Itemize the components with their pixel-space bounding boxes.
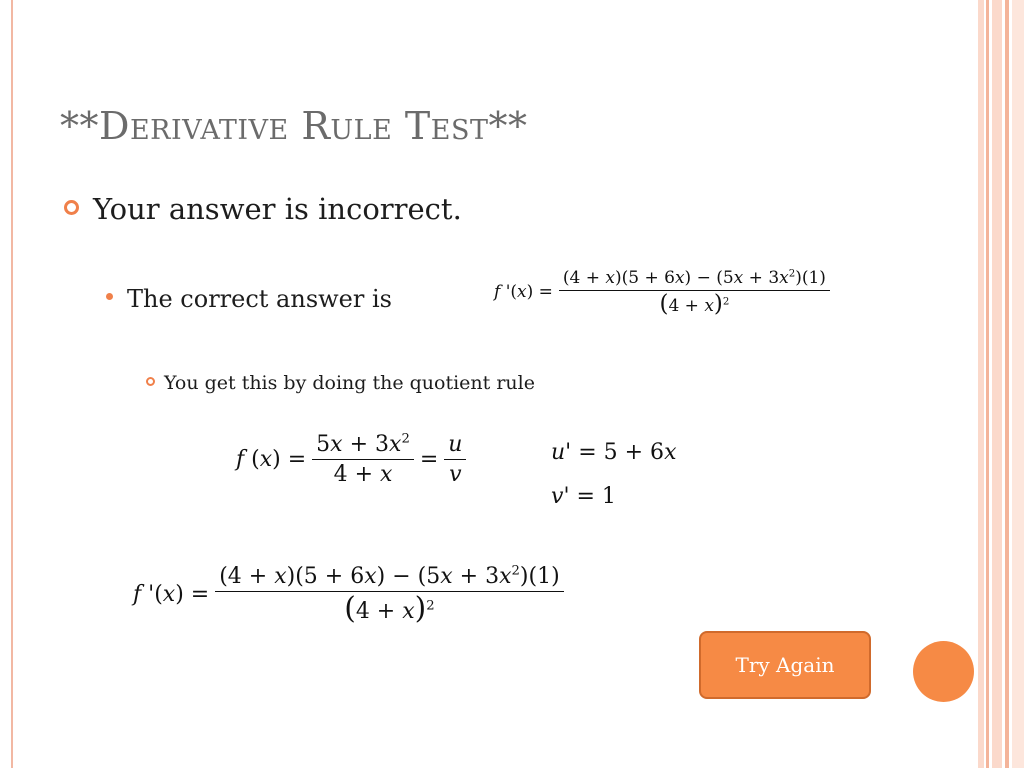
left-frame-line (11, 0, 13, 768)
bullet-level3 (146, 372, 535, 394)
quotient-rule-note: You get this by doing the quotient rule (164, 372, 535, 394)
bullet-level2 (106, 285, 392, 313)
ring-bullet-icon (64, 200, 79, 215)
derivative-equation: f '(x) = $\frac{(4 + x)(5 + 6x) - (5x + 3x^2)(1)}{(4 + x)^2}$ (133, 564, 570, 624)
try-again-button[interactable]: Try Again (699, 631, 871, 699)
right-decorative-stripes (978, 0, 1024, 768)
incorrect-message: Your answer is incorrect. (93, 192, 462, 226)
page-title: **Derivative Rule Test** (60, 104, 528, 148)
correct-answer-label: The correct answer is (127, 285, 392, 313)
decorative-circle (913, 641, 974, 702)
bullet-level1 (64, 192, 462, 226)
function-equation: f (x) = $\frac{5x + 3x^2}{4 + x}$ = $\frac{u}{v}$ (236, 432, 472, 487)
correct-answer-equation: f '(x) = $\frac{(4 + x)(5 + 6x) - (5x + 3x^2)(1)}{(4 + x)^2}$ (494, 268, 836, 316)
u-prime-equation: u' = 5 + 6x (551, 440, 677, 465)
dot-bullet-icon (106, 293, 113, 300)
v-prime-equation: v' = 1 (551, 484, 616, 509)
small-ring-bullet-icon (146, 377, 155, 386)
